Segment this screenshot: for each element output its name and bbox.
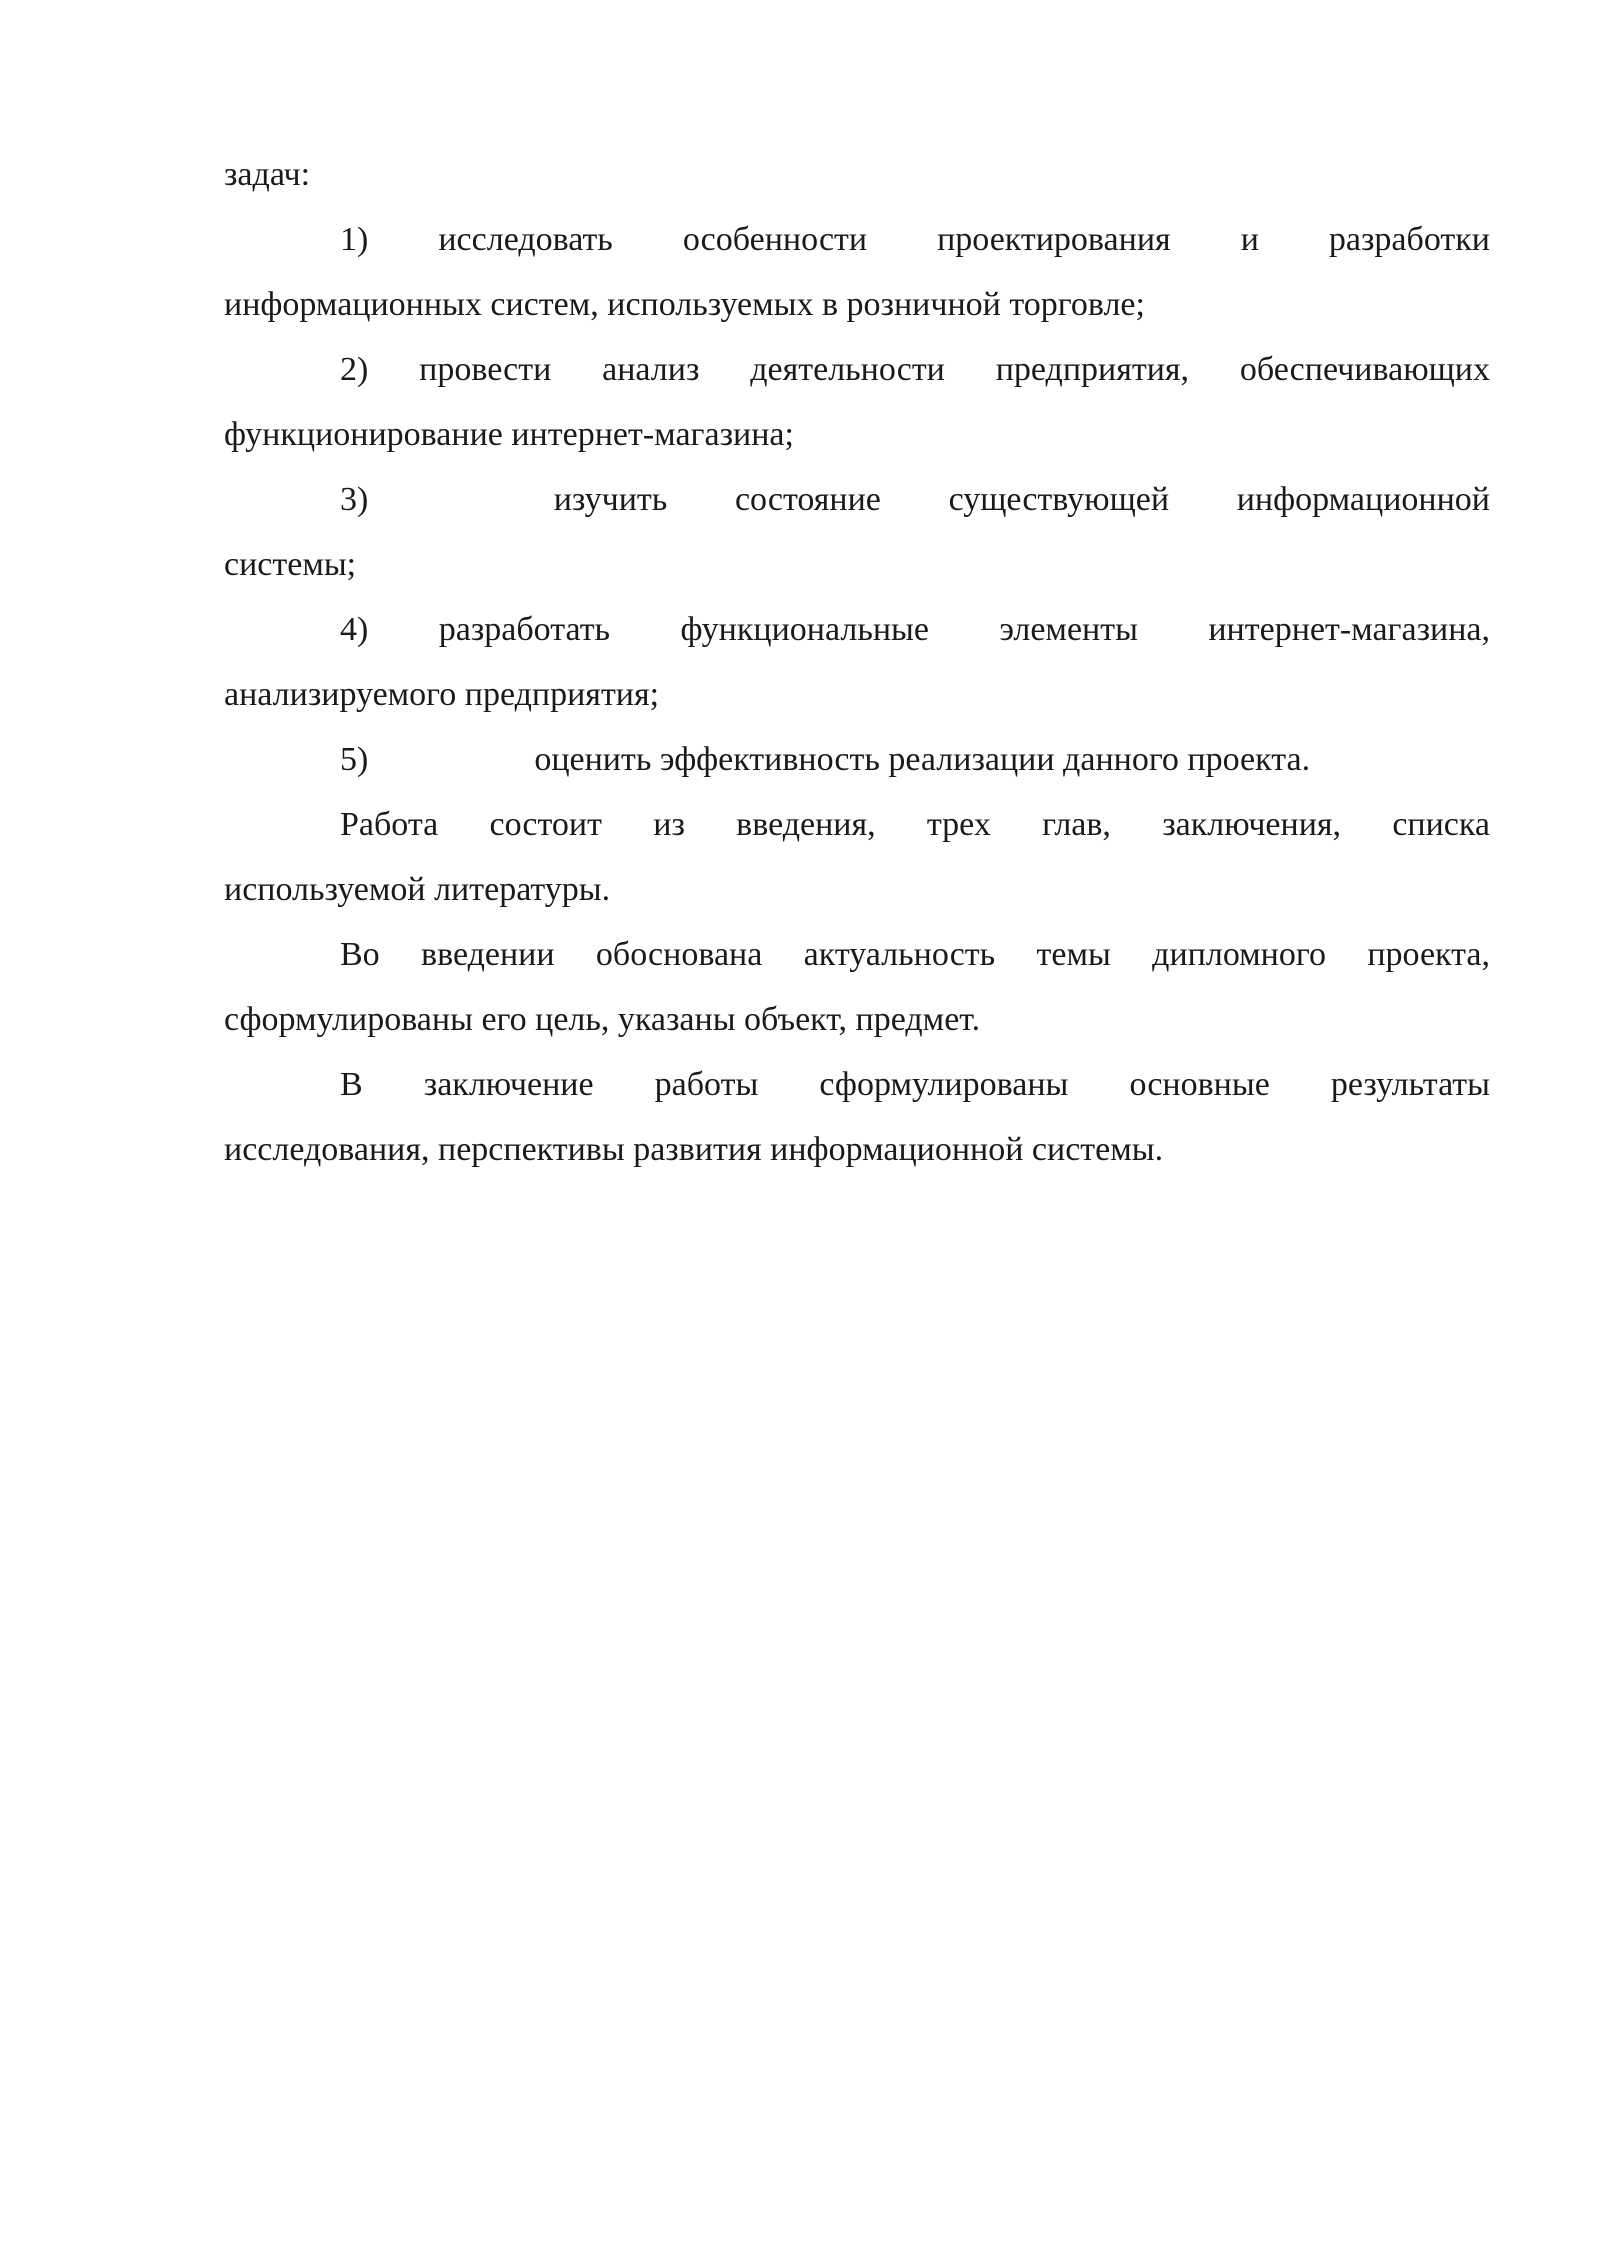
word: заключение xyxy=(423,1066,594,1103)
word: изучить xyxy=(553,481,668,518)
word: Работа xyxy=(340,806,439,843)
paragraph-1-first-line xyxy=(224,792,1490,857)
list-item-number: 3) xyxy=(340,481,369,518)
word: состоит xyxy=(489,806,602,843)
list-item-3-first-line xyxy=(224,467,1490,532)
word: особенности xyxy=(682,221,868,258)
list-item-4-continuation: анализируемого предприятия; xyxy=(224,676,660,713)
list-item-4-first-line xyxy=(224,597,1490,662)
word: анализ xyxy=(602,351,700,388)
list-item-number: 1) xyxy=(340,221,369,258)
word: введении xyxy=(421,936,555,973)
word: существующей xyxy=(948,481,1170,518)
word: проекта, xyxy=(1367,936,1490,973)
word: провести xyxy=(419,351,552,388)
word: сформулированы xyxy=(819,1066,1069,1103)
word: актуальность xyxy=(803,936,996,973)
paragraph-2-continuation: сформулированы его цель, указаны объект, предмет. xyxy=(224,1001,981,1038)
paragraph-1-continuation: используемой литературы. xyxy=(224,871,611,908)
word: Во xyxy=(340,936,380,973)
word: интернет-магазина, xyxy=(1208,611,1490,648)
list-item-5 xyxy=(224,727,1490,792)
word: разработать xyxy=(438,611,611,648)
word: элементы xyxy=(999,611,1138,648)
word: глав, xyxy=(1042,806,1111,843)
word: результаты xyxy=(1330,1066,1490,1103)
intro-line: задач: xyxy=(224,156,311,193)
tab-gap xyxy=(436,467,486,532)
word: состояние xyxy=(734,481,881,518)
word: основные xyxy=(1129,1066,1270,1103)
word: В xyxy=(340,1066,363,1103)
word: обеспечивающих xyxy=(1239,351,1490,388)
word: проектирования xyxy=(937,221,1171,258)
word: функциональные xyxy=(680,611,929,648)
word: разработки xyxy=(1328,221,1490,258)
word: деятельности xyxy=(750,351,945,388)
word: из xyxy=(653,806,685,843)
list-item-1-continuation: информационных систем, используемых в розничной торговле; xyxy=(224,286,1145,323)
paragraph-3-first-line xyxy=(224,1052,1490,1117)
paragraph-3-continuation: исследования, перспективы развития информационной системы. xyxy=(224,1131,1164,1168)
word: заключения, xyxy=(1162,806,1342,843)
list-item-2-first-line xyxy=(224,337,1490,402)
list-item-text: оценить эффективность реализации данного проекта. xyxy=(534,741,1311,778)
word: исследовать xyxy=(438,221,613,258)
list-item-number: 2) xyxy=(340,351,369,388)
list-item-number: 4) xyxy=(340,611,369,648)
word: темы xyxy=(1036,936,1111,973)
list-item-2-continuation: функционирование интернет-магазина; xyxy=(224,416,794,453)
word: работы xyxy=(654,1066,759,1103)
word: предприятия, xyxy=(995,351,1190,388)
word: введения, xyxy=(736,806,876,843)
word: дипломного xyxy=(1152,936,1326,973)
word: обоснована xyxy=(595,936,763,973)
list-item-number: 5) xyxy=(340,741,369,778)
paragraph-2-first-line xyxy=(224,922,1490,987)
word: трех xyxy=(926,806,991,843)
document-body xyxy=(224,142,1490,1182)
list-item-1-first-line xyxy=(224,207,1490,272)
word: и xyxy=(1240,221,1259,258)
list-item-3-continuation: системы; xyxy=(224,546,357,583)
word: списка xyxy=(1392,806,1490,843)
word: информационной xyxy=(1236,481,1490,518)
